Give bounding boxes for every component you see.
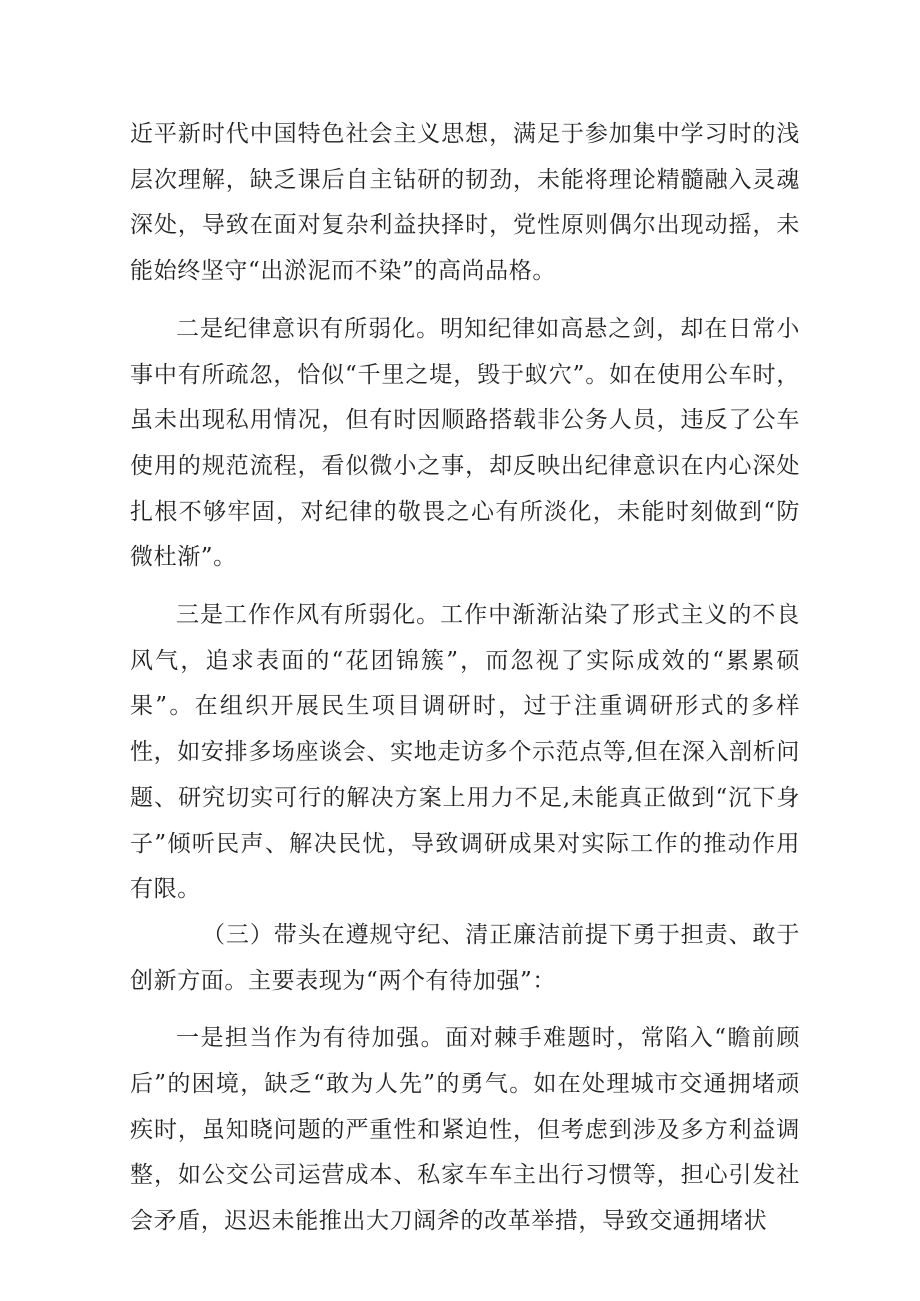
section-heading-three: （三）带头在遵规守纪、清正廉洁前提下勇于担责、敢于创新方面。主要表现为“两个有待加强”： bbox=[130, 921, 800, 994]
paragraph-responsibility: 一是担当作为有待加强。面对棘手难题时，常陷入“瞻前顾后”的困境，缺乏“敢为人先”的勇气。如在处理城市交通拥堵顽疾时，虽知晓问题的严重性和紧迫性，但考虑到涉及多方利益调整，如公交公司运营成本、私家车车主出行习惯等，担心引发社会矛盾，迟迟未能推出大刀阔斧的改革举措，导致交通拥堵状 bbox=[130, 1025, 800, 1235]
paragraph-discipline-awareness: 二是纪律意识有所弱化。明知纪律如高悬之剑，却在日常小事中有所疏忽，恰似“千里之堤，毁于蚁穴”。如在使用公车时，虽未出现私用情况，但有时因顺路搭载非公务人员，违反了公车使用的规范流程，看似微小之事，却反映出纪律意识在内心深处扎根不够牢固，对纪律的敬畏之心有所淡化，未能时刻做到“防微杜渐”。 bbox=[130, 315, 800, 571]
paragraph-continuation: 近平新时代中国特色社会主义思想，满足于参加集中学习时的浅层次理解，缺乏课后自主钻研的韧劲，未能将理论精髓融入灵魂深处，导致在面对复杂利益抉择时，党性原则偶尔出现动摇，未能始终坚守“出淤泥而不染”的高尚品格。 bbox=[130, 121, 800, 285]
document-body bbox=[130, 112, 800, 1245]
paragraph-work-style: 三是工作作风有所弱化。工作中渐渐沾染了形式主义的不良风气，追求表面的“花团锦簇”，而忽视了实际成效的“累累硕果”。在组织开展民生项目调研时，过于注重调研形式的多样性，如安排多场座谈会、实地走访多个示范点等,但在深入剖析问题、研究切实可行的解决方案上用力不足,未能真正做到“沉下身子”倾听民声、解决民忧，导致调研成果对实际工作的推动作用有限。 bbox=[130, 602, 800, 903]
